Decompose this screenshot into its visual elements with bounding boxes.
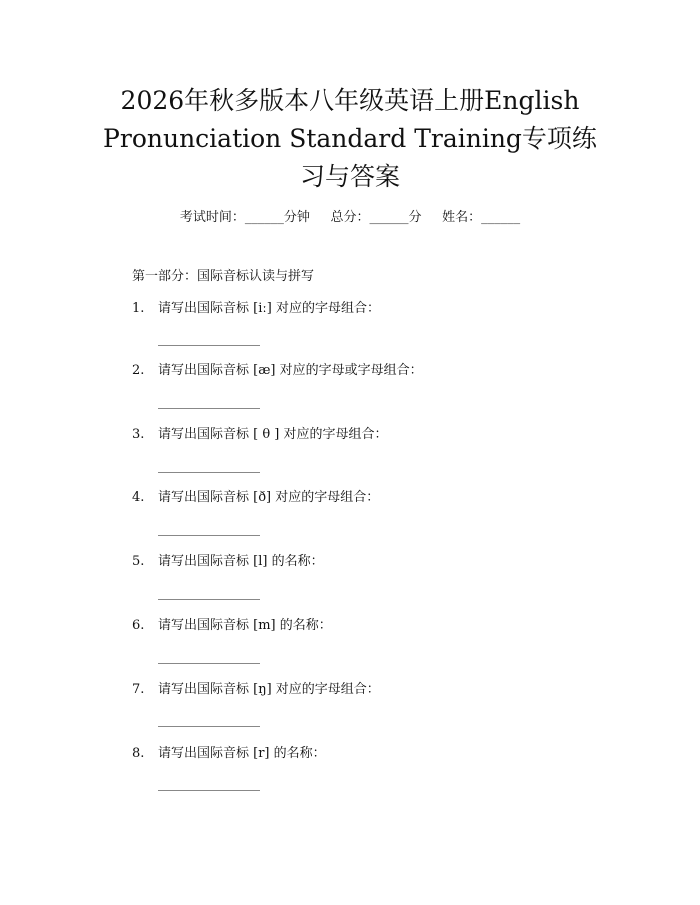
exam-info-line: 考试时间：______分钟 总分：______分 姓名：______ xyxy=(179,210,521,225)
question-item xyxy=(132,363,423,379)
question-item xyxy=(132,682,380,698)
question-text: 请写出国际音标 [æ] 对应的字母或字母组合： xyxy=(158,363,423,378)
question-text: 请写出国际音标 [ŋ] 对应的字母组合： xyxy=(158,682,380,697)
question-item xyxy=(132,427,388,443)
answer-blank[interactable] xyxy=(158,726,260,727)
answer-blank[interactable] xyxy=(158,790,260,791)
question-text: 请写出国际音标 [iː] 对应的字母组合： xyxy=(158,301,380,316)
question-number: 8. xyxy=(132,746,145,761)
answer-blank[interactable] xyxy=(158,535,260,536)
question-number: 1. xyxy=(132,301,145,316)
question-item xyxy=(132,746,326,762)
worksheet-title xyxy=(60,82,640,196)
answer-blank[interactable] xyxy=(158,599,260,600)
title-line-3: 习与答案 xyxy=(299,162,400,191)
question-text: 请写出国际音标 [ð] 对应的字母组合： xyxy=(158,490,380,505)
question-text: 请写出国际音标 [m] 的名称： xyxy=(158,618,332,633)
question-item xyxy=(132,554,324,570)
title-line-1: 2026年秋多版本八年级英语上册English xyxy=(120,86,580,115)
question-number: 4. xyxy=(132,490,145,505)
question-number: 3. xyxy=(132,427,145,442)
question-number: 2. xyxy=(132,363,145,378)
question-number: 6. xyxy=(132,618,145,633)
answer-blank[interactable] xyxy=(158,472,260,473)
question-item xyxy=(132,301,380,317)
question-text: 请写出国际音标 [ θ ] 对应的字母组合： xyxy=(158,427,388,442)
title-line-2: Pronunciation Standard Training专项练 xyxy=(103,124,597,153)
question-number: 7. xyxy=(132,682,145,697)
answer-blank[interactable] xyxy=(158,408,260,409)
question-item xyxy=(132,618,332,634)
answer-blank[interactable] xyxy=(158,345,260,346)
answer-blank[interactable] xyxy=(158,663,260,664)
question-number: 5. xyxy=(132,554,145,569)
question-item xyxy=(132,490,379,506)
question-text: 请写出国际音标 [r] 的名称： xyxy=(158,746,326,761)
question-text: 请写出国际音标 [l] 的名称： xyxy=(158,554,324,569)
section-title: 第一部分：国际音标认读与拼写 xyxy=(132,269,315,284)
